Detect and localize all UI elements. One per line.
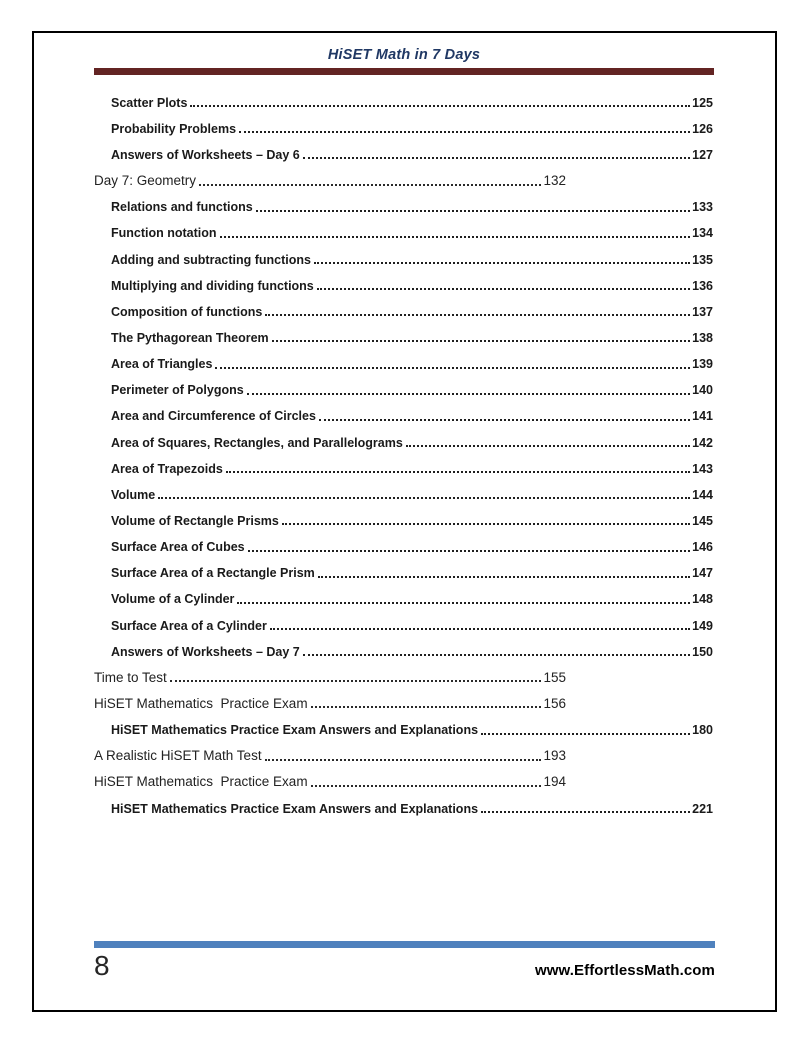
- website-link[interactable]: www.EffortlessMath.com: [534, 962, 715, 979]
- toc-entry-title: Perimeter of Polygons: [111, 383, 244, 398]
- dot-leader: [226, 471, 690, 473]
- dot-leader: [265, 759, 542, 761]
- toc-entry[interactable]: [111, 110, 713, 136]
- toc-entry[interactable]: [94, 162, 566, 188]
- toc-entry-page: 137: [692, 304, 713, 319]
- toc-entry-page: 133: [692, 200, 713, 215]
- toc-entry[interactable]: [94, 659, 566, 685]
- toc-entry-page: 148: [692, 592, 713, 607]
- toc-entry[interactable]: [111, 136, 713, 162]
- toc-entry-title: Multiplying and dividing functions: [111, 278, 314, 293]
- page-number: 8: [94, 950, 110, 981]
- toc-entry[interactable]: [94, 685, 566, 711]
- dot-leader: [247, 393, 690, 395]
- toc-entry[interactable]: [111, 555, 713, 581]
- toc-entry-title: HiSET Mathematics Practice Exam: [94, 695, 308, 711]
- toc-entry[interactable]: [111, 345, 713, 371]
- toc-entry-title: HiSET Mathematics Practice Exam Answers and Explanations: [111, 801, 479, 816]
- toc-entry-page: 180: [692, 723, 713, 738]
- dot-leader: [481, 811, 690, 813]
- toc-entry-page: 141: [692, 409, 713, 424]
- toc-entry-title: Scatter Plots: [111, 95, 188, 110]
- toc-entry-title: Area of Triangles: [111, 357, 213, 372]
- toc-entry-page: 126: [692, 121, 713, 136]
- toc-entry-page: 125: [692, 95, 713, 110]
- dot-leader: [215, 367, 690, 369]
- toc-entry-page: 140: [692, 383, 713, 398]
- toc-entry[interactable]: [111, 372, 713, 398]
- toc-entry-title: Day 7: Geometry: [94, 173, 197, 189]
- dot-leader: [318, 576, 690, 578]
- toc-entry-title: The Pythagorean Theorem: [111, 331, 269, 346]
- toc-entry[interactable]: [111, 476, 713, 502]
- toc-entry-title: Adding and subtracting functions: [111, 252, 311, 267]
- toc-entry-page: 155: [543, 669, 566, 685]
- dot-leader: [239, 131, 690, 133]
- dot-leader: [220, 236, 691, 238]
- toc-entry-page: 139: [692, 357, 713, 372]
- toc-entry-page: 134: [692, 226, 713, 241]
- toc-entry-page: 132: [543, 173, 566, 189]
- toc-entry-title: Composition of functions: [111, 304, 263, 319]
- dot-leader: [270, 628, 690, 630]
- dot-leader: [319, 419, 690, 421]
- toc-entry[interactable]: [94, 764, 566, 790]
- toc-entry-title: Volume of Rectangle Prisms: [111, 514, 279, 529]
- toc-list: [94, 84, 714, 816]
- toc-entry[interactable]: [111, 581, 713, 607]
- toc-entry-title: Time to Test: [94, 669, 167, 685]
- toc-entry-page: 127: [692, 148, 713, 163]
- dot-leader: [282, 523, 690, 525]
- toc-entry[interactable]: [94, 738, 566, 764]
- toc-entry-title: Volume of a Cylinder: [111, 592, 235, 607]
- dot-leader: [311, 785, 542, 787]
- dot-leader: [170, 680, 542, 682]
- toc-entry[interactable]: [111, 215, 713, 241]
- toc-entry[interactable]: [111, 502, 713, 528]
- dot-leader: [481, 733, 690, 735]
- toc-entry-title: A Realistic HiSET Math Test: [94, 748, 262, 764]
- page-title: HiSET Math in 7 Days: [327, 47, 481, 63]
- footer-rule: [94, 941, 715, 948]
- toc-entry-title: Probability Problems: [111, 121, 237, 136]
- toc-entry[interactable]: [111, 319, 713, 345]
- dot-leader: [311, 706, 542, 708]
- toc-entry-page: 135: [692, 252, 713, 267]
- toc-entry-page: 194: [543, 774, 566, 790]
- toc-entry-page: 138: [692, 331, 713, 346]
- dot-leader: [190, 105, 690, 107]
- toc-entry-page: 156: [543, 695, 566, 711]
- dot-leader: [303, 654, 690, 656]
- dot-leader: [265, 314, 690, 316]
- dot-leader: [158, 497, 690, 499]
- toc-entry-page: 144: [692, 487, 713, 502]
- toc-entry-title: HiSET Mathematics Practice Exam Answers and Explanations: [111, 723, 479, 738]
- toc-entry[interactable]: [111, 711, 713, 737]
- toc-entry-title: Answers of Worksheets – Day 7: [111, 644, 300, 659]
- header-rule: [94, 68, 714, 75]
- toc-entry[interactable]: [111, 790, 713, 816]
- toc-entry[interactable]: [111, 528, 713, 554]
- dot-leader: [406, 445, 690, 447]
- dot-leader: [314, 262, 690, 264]
- toc-entry-title: Area of Trapezoids: [111, 461, 223, 476]
- toc-entry-page: 149: [692, 618, 713, 633]
- toc-entry[interactable]: [111, 633, 713, 659]
- dot-leader: [303, 157, 690, 159]
- footer-row: [94, 951, 715, 982]
- toc-entry-page: 147: [692, 566, 713, 581]
- toc-entry-page: 221: [692, 801, 713, 816]
- toc-entry[interactable]: [111, 424, 713, 450]
- toc-entry-title: Surface Area of Cubes: [111, 540, 245, 555]
- toc-entry[interactable]: [111, 450, 713, 476]
- toc-entry[interactable]: [111, 241, 713, 267]
- toc-entry-title: Answers of Worksheets – Day 6: [111, 148, 300, 163]
- toc-entry-title: Surface Area of a Cylinder: [111, 618, 267, 633]
- dot-leader: [256, 210, 690, 212]
- toc-entry[interactable]: [111, 267, 713, 293]
- toc-entry-page: 150: [692, 644, 713, 659]
- toc-entry[interactable]: [111, 293, 713, 319]
- toc-entry[interactable]: [111, 84, 713, 110]
- toc-entry-title: HiSET Mathematics Practice Exam: [94, 774, 308, 790]
- toc-entry-page: 143: [692, 461, 713, 476]
- dot-leader: [248, 550, 691, 552]
- toc-entry-page: 193: [543, 748, 566, 764]
- toc-entry-page: 146: [692, 540, 713, 555]
- toc-entry-title: Area and Circumference of Circles: [111, 409, 316, 424]
- dot-leader: [237, 602, 690, 604]
- toc-entry-title: Volume: [111, 487, 156, 502]
- page-footer: [94, 941, 715, 982]
- toc-entry-title: Surface Area of a Rectangle Prism: [111, 566, 315, 581]
- toc-entry-page: 142: [692, 435, 713, 450]
- toc-entry-title: Relations and functions: [111, 200, 253, 215]
- toc-entry[interactable]: [111, 189, 713, 215]
- dot-leader: [272, 340, 690, 342]
- toc-entry-title: Function notation: [111, 226, 217, 241]
- dot-leader: [317, 288, 690, 290]
- dot-leader: [199, 184, 541, 186]
- toc-entry[interactable]: [111, 398, 713, 424]
- toc-entry-page: 136: [692, 278, 713, 293]
- page: [32, 31, 777, 1012]
- toc-entry-title: Area of Squares, Rectangles, and Parallelograms: [111, 435, 403, 450]
- toc-entry-page: 145: [692, 514, 713, 529]
- toc-entry[interactable]: [111, 607, 713, 633]
